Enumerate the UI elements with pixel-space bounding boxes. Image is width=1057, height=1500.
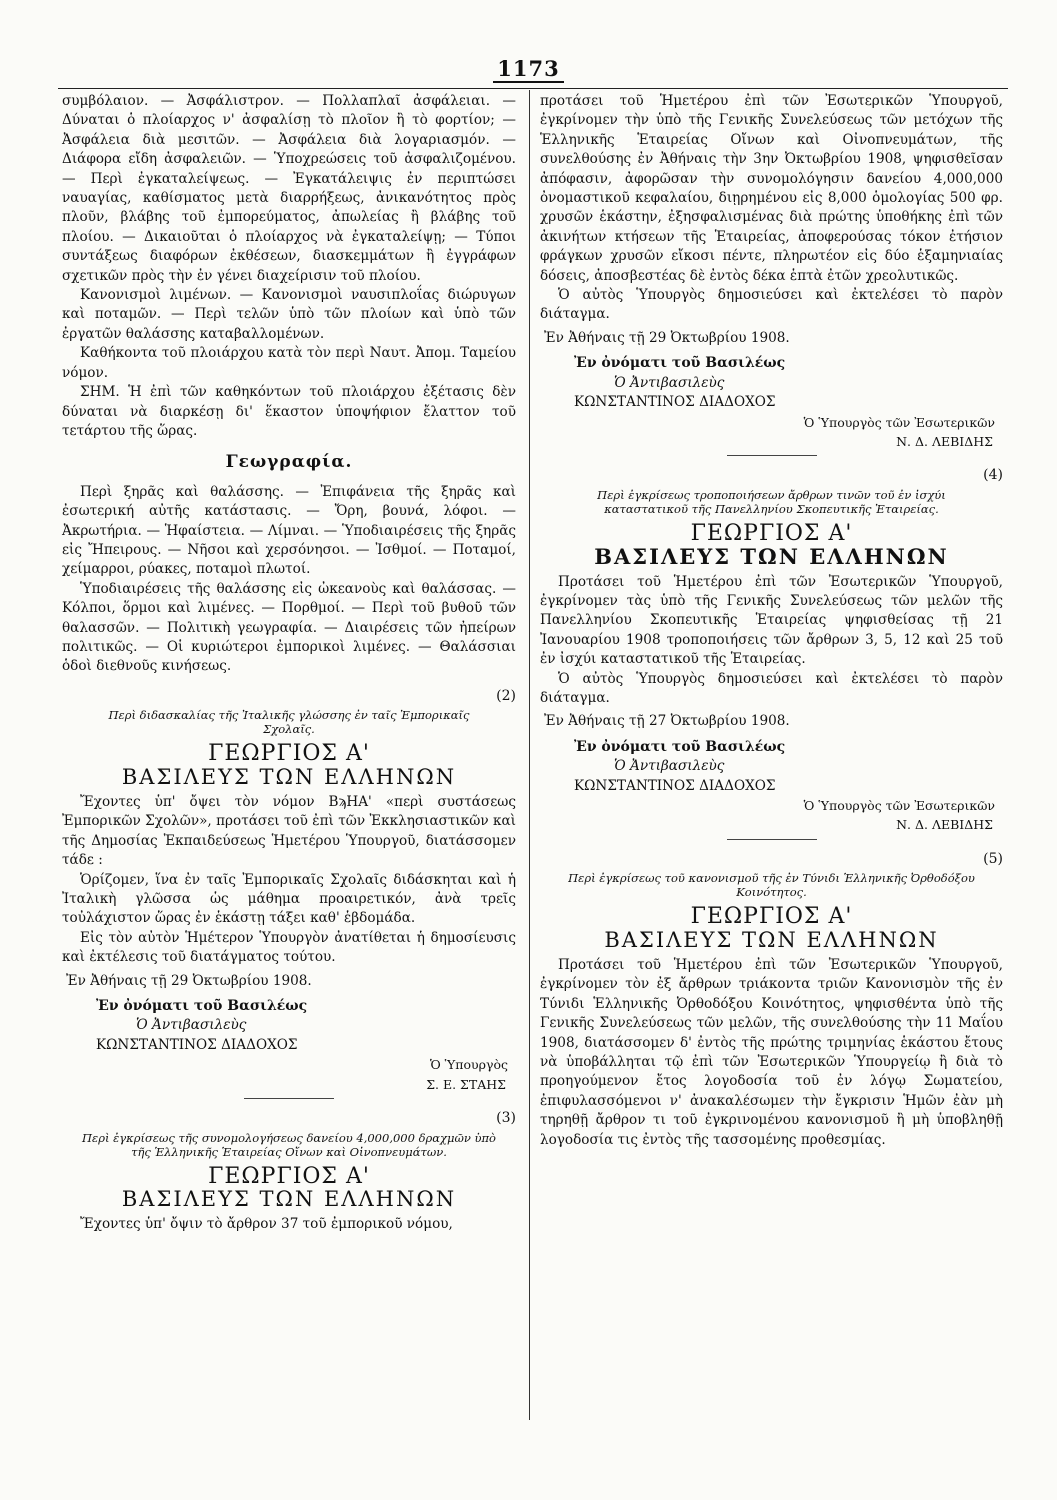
king-name: ΓΕΩΡΓΙΟΣ Α'	[690, 904, 853, 930]
king-title: ΒΑΣΙΛΕΥΣ ΤΩΝ ΕΛΛΗΝΩΝ	[121, 764, 457, 789]
decree-number: (4)	[983, 467, 1003, 484]
separator-rule	[727, 455, 817, 456]
decree-number: (5)	[983, 850, 1003, 867]
geography-heading: Γεωγραφία.	[225, 452, 353, 473]
execution-paragraph: Ὁ αὐτὸς Ὑπουργὸς δημοσιεύσει καὶ ἐκτελέσει τὸ παρὸν διάταγμα.	[540, 287, 1003, 323]
captain-duties-paragraph: Καθήκοντα τοῦ πλοιάρχου κατὰ τὸν περὶ Ναυτ. Ἀπομ. Ταμείου νόμον.	[62, 345, 516, 381]
decree-subject: Περὶ ἐγκρίσεως τοῦ κανονισμοῦ τῆς ἐν Τύνιδι Ἑλληνικῆς Ὀρθοδόξου Κοινότητος.	[568, 871, 975, 900]
decree-date: Ἐν Ἀθήναις τῇ 29 Ὀκτωβρίου 1908.	[544, 329, 790, 346]
decree-paragraph: προτάσει τοῦ Ἡμετέρου ἐπὶ τῶν Ἐσωτερικῶν Ὑπουργοῦ, ἐγκρίνομεν τὴν ὑπὸ τῆς Γενικῆς Συνελεύσεως τῶν μετόχων τῆς Ἑλληνικῆς Ἑταιρείας Οἴνων καὶ Οἰνοπνευμάτων, τῆς συνελθούσης ἐν Ἀθήναις τὴν 3ην Ὀκτωβρίου 1908, ψηφισθεῖσαν ἀπόφασιν, ἀφορῶσαν τὴν συνομολόγησιν δανείου 4,000,000 ὀνομαστικοῦ κεφαλαίου, διῃρημένου εἰς 8,000 ὁμολογίας 500 φρ. χρυσῶν ἑκάστην, ἐξησφαλισμένας διὰ πρώτης ὑποθήκης ἐπὶ τῶν ἀκινήτων κτήσεων τῆς Ἑταιρείας, ἀποφερούσας τόκον ἐτήσιον φράγκων χρυσῶν εἴκοσι πέντε, πληρωτέον εἰς δύο ἑξαμηνιαίας δόσεις, ἀποσβεστέας δὲ ἐντὸς δέκα ἑπτὰ ἐτῶν χρεολυτικῶς.	[540, 93, 1003, 284]
king-title: ΒΑΣΙΛΕΥΣ ΤΩΝ ΕΛΛΗΝΩΝ	[604, 927, 939, 952]
column-divider	[529, 90, 530, 1420]
regent-name: ΚΩΝΣΤΑΝΤΙΝΟΣ ΔΙΑΔΟΧΟΣ	[96, 1036, 298, 1053]
maritime-insurance-paragraph: συμβόλαιον. — Ἀσφάλιστρον. — Πολλαπλαῖ ἀσφάλειαι. — Δύναται ὁ πλοίαρχος ν' ἀσφαλίσῃ τὸ πλοῖον ἢ τὸ φορτίον; — Ἀσφάλεια διὰ μεσιτῶν. — Ἀσφάλεια διὰ λογαριασμόν. — Διάφορα εἴδη ἀσφαλειῶν. — Ὑποχρεώσεις τοῦ ἀσφαλιζομένου. — Περὶ ἐγκαταλείψεως. — Ἐγκατάλειψις ἐν περιπτώσει ναυαγίας, καθίσματος μετὰ διαρρήξεως, ἀνικανότητος πρὸς πλοῦν, βλάβης τοῦ ἐμπορεύματος, ἀπωλείας ἢ βλάβης τοῦ πλοίου. — Δικαιοῦται ὁ πλοίαρχος νὰ ἐγκαταλείψῃ; — Τύποι συντάξεως διαφόρων ἐκθέσεων, διασκεμμάτων ἢ ἐγγράφων σχετικῶν πρὸς τὴν ἐν γένει διαχείρισιν τοῦ πλοίου.	[62, 93, 516, 284]
king-name: ΓΕΩΡΓΙΟΣ Α'	[690, 520, 853, 546]
minister-label: Ὁ Ὑπουργὸς τῶν Ἐσωτερικῶν	[803, 414, 995, 430]
decree-paragraph: Προτάσει τοῦ Ἡμετέρου ἐπὶ τῶν Ἐσωτερικῶν Ὑπουργοῦ, ἐγκρίνομεν τὰς ὑπὸ τῆς Γενικῆς Συνελεύσεως τῶν μελῶν τῆς Πανελληνίου Σκοπευτικῆς Ἑταιρείας ψηφισθείσας τῇ 21 Ἰανουαρίου 1908 τροποποιήσεις τῶν ἄρθρων 3, 5, 12 καὶ 25 τοῦ ἐν ἰσχύι καταστατικοῦ τῆς Ἑταιρείας.	[540, 573, 1003, 668]
right-column	[540, 92, 1003, 1150]
regent-name: ΚΩΝΣΤΑΝΤΙΝΟΣ ΔΙΑΔΟΧΟΣ	[574, 777, 776, 794]
name-of-king-line: Ἐν ὀνόματι τοῦ Βασιλέως	[574, 355, 786, 372]
port-regulations-paragraph: Κανονισμοὶ λιμένων. — Κανονισμοὶ ναυσιπλοΐας διώρυγων καὶ ποταμῶν. — Περὶ τελῶν ὑπὸ τῶν πλοίων καὶ ὑπὸ τῶν ἐργατῶν θαλάσσης καταβαλλομένων.	[62, 287, 516, 342]
decree-subject: Περὶ ἐγκρίσεως τῆς συνομολογήσεως δανείου 4,000,000 δραχμῶν ὑπὸ τῆς Ἑλληνικῆς Ἑταιρείας Οἴνων καὶ Οἰνοπνευμάτων.	[82, 1130, 496, 1159]
king-name: ΓΕΩΡΓΙΟΣ Α'	[208, 1163, 370, 1189]
regent-label: Ὁ Ἀντιβασιλεὺς	[614, 374, 725, 391]
geography-paragraph: Ὑποδιαιρέσεις τῆς θαλάσσης εἰς ὠκεανοὺς καὶ θαλάσσας. — Κόλποι, ὅρμοι καὶ λιμένες. — Πορθμοί. — Περὶ τοῦ βυθοῦ τῶν θαλασσῶν. — Πολιτικὴ γεωγραφία. — Διαιρέσεις τῶν ἠπείρων πολιτικῶς. — Οἱ κυριώτεροι ἐμπορικοὶ λιμένες. — Θαλάσσιαι ὁδοὶ διεθνοῦς κινήσεως.	[62, 580, 516, 675]
king-name: ΓΕΩΡΓΙΟΣ Α'	[208, 741, 370, 767]
king-title: ΒΑΣΙΛΕΥΣ ΤΩΝ ΕΛΛΗΝΩΝ	[594, 544, 949, 570]
minister-name: Ν. Δ. ΛΕΒΙΔΗΣ	[896, 817, 993, 833]
decree-number: (2)	[496, 687, 516, 704]
decree-paragraph: Ὁρίζομεν, ἵνα ἐν ταῖς Ἐμπορικαῖς Σχολαῖς διδάσκηται καὶ ἡ Ἰταλικὴ γλῶσσα ὡς μάθημα προαιρετικόν, ἀνὰ τρεῖς τοὐλάχιστον ὥρας ἐν ἑκάστῃ τάξει καθ' ἑβδομάδα.	[62, 871, 516, 927]
minister-name: Σ. Ε. ΣΤΑΗΣ	[426, 1076, 506, 1092]
decree-subject: Περὶ ἐγκρίσεως τροποποιήσεων ἄρθρων τινῶν τοῦ ἐν ἰσχύι καταστατικοῦ τῆς Πανελληνίου Σκοπευτικῆς Ἑταιρείας.	[597, 487, 946, 516]
minister-name: Ν. Δ. ΛΕΒΙΔΗΣ	[896, 433, 993, 449]
separator-rule	[727, 839, 817, 840]
top-rule	[58, 88, 1008, 89]
decree-number: (3)	[496, 1110, 516, 1127]
king-title: ΒΑΣΙΛΕΥΣ ΤΩΝ ΕΛΛΗΝΩΝ	[121, 1186, 457, 1211]
separator-rule	[244, 1098, 334, 1099]
left-column	[62, 92, 516, 1235]
note-paragraph: ΣΗΜ. Ἡ ἐπὶ τῶν καθηκόντων τοῦ πλοιάρχου ἐξέτασις δὲν δύναται νὰ διαρκέσῃ δι' ἕκαστον ὑποψήφιον ἔλαττον τοῦ τετάρτου τῆς ὥρας.	[62, 384, 516, 439]
decree-paragraph: Ἔχοντες ὑπ' ὄψει τὸν νόμον ΒϡΗΑ' «περὶ συστάσεως Ἐμπορικῶν Σχολῶν», προτάσει τοῦ ἐπὶ τῶν Ἐκκλησιαστικῶν καὶ τῆς Δημοσίας Ἐκπαιδεύσεως Ἡμετέρου Ὑπουργοῦ, διατάσσομεν τάδε :	[62, 794, 516, 869]
decree-date: Ἐν Ἀθήναις τῇ 27 Ὀκτωβρίου 1908.	[544, 713, 790, 730]
name-of-king-line: Ἐν ὀνόματι τοῦ Βασιλέως	[96, 998, 308, 1015]
decree-subject: Περὶ διδασκαλίας τῆς Ἰταλικῆς γλώσσης ἐν ταῖς Ἐμπορικαῖς Σχολαῖς.	[108, 708, 470, 737]
minister-label: Ὁ Ὑπουργὸς τῶν Ἐσωτερικῶν	[803, 798, 995, 813]
minister-label: Ὁ Ὑπουργὸς	[429, 1057, 508, 1073]
execution-paragraph: Ὁ αὐτὸς Ὑπουργὸς δημοσιεύσει καὶ ἐκτελέσει τὸ παρὸν διάταγμα.	[540, 670, 1003, 706]
page-number: 1173	[0, 56, 1057, 81]
decree-paragraph: Εἰς τὸν αὐτὸν Ἡμέτερον Ὑπουργὸν ἀνατίθεται ἡ δημοσίευσις καὶ ἐκτέλεσις τοῦ διατάγματος τούτου.	[62, 929, 516, 966]
decree-paragraph: Ἔχοντες ὑπ' ὄψιν τὸ ἄρθρον 37 τοῦ ἐμπορικοῦ νόμου,	[80, 1216, 453, 1233]
decree-paragraph: Προτάσει τοῦ Ἡμετέρου ἐπὶ τῶν Ἐσωτερικῶν Ὑπουργοῦ, ἐγκρίνομεν τὸν ἐξ ἄρθρων τριάκοντα τριῶν Κανονισμὸν τῆς ἐν Τύνιδι Ἑλληνικῆς Ὀρθοδόξου Κοινότητος, ψηφισθέντα ὑπὸ τῆς Γενικῆς Συνελεύσεως τῶν μελῶν, τῆς συνελθούσης τὴν 11 Μαΐου 1908, διατάσσομεν δ' ἐντὸς τῆς πρώτης τριμηνίας ἑκάστου ἔτους νὰ ὑποβάλληται τῷ ἐπὶ τῶν Ἐσωτερικῶν Ὑπουργείῳ ἢ διὰ τὸ προηγούμενον ἔτος λογοδοσία τοῦ ἐν λόγῳ Σωματείου, ἐπιφυλασσόμενοι ν' ἀνακαλέσωμεν τὴν ἔγκρισιν Ἡμῶν ἐὰν μὴ τηρηθῇ ἄρθρον τι τοῦ ἐγκρινομένου κανονισμοῦ ἢ μὴ ὑποβληθῇ λογοδοσία τις ἐντὸς τῆς τασσομένης προθεσμίας.	[540, 957, 1003, 1148]
regent-label: Ὁ Ἀντιβασιλεὺς	[136, 1017, 247, 1034]
regent-label: Ὁ Ἀντιβασιλεὺς	[614, 758, 725, 775]
regent-name: ΚΩΝΣΤΑΝΤΙΝΟΣ ΔΙΑΔΟΧΟΣ	[574, 394, 776, 411]
geography-paragraph: Περὶ ξηρᾶς καὶ θαλάσσης. — Ἐπιφάνεια τῆς ξηρᾶς καὶ ἐσωτερική αὐτῆς κατάστασις. — Ὄρη, βουνά, λόφοι. — Ἀκρωτήρια. — Ἡφαίστεια. — Λίμναι. — Ὑποδιαιρέσεις τῆς ξηρᾶς εἰς Ἤπειρους. — Νῆσοι καὶ χερσόνησοι. — Ἰσθμοί. — Ποταμοί, χείμαρροι, ρύακες, ποταμοὶ πλωτοί.	[62, 483, 516, 578]
decree-date: Ἐν Ἀθήναις τῇ 29 Ὀκτωβρίου 1908.	[66, 972, 312, 989]
name-of-king-line: Ἐν ὀνόματι τοῦ Βασιλέως	[574, 738, 786, 755]
